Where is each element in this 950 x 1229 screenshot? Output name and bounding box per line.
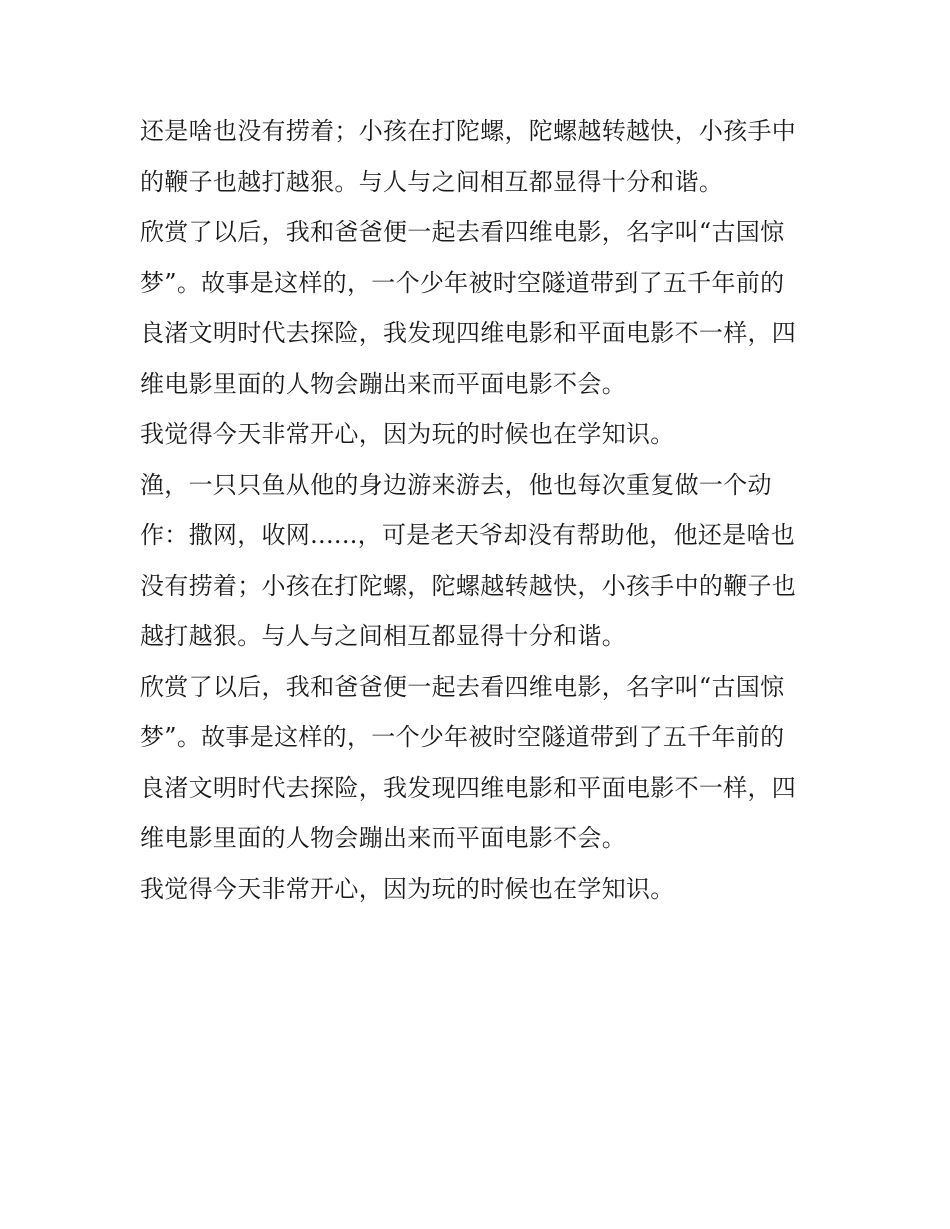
text-line: 维电影里面的人物会蹦出来而平面电影不会。 [140, 369, 626, 398]
text-line: 良渚文明时代去探险，我发现四维电影和平面电影不一样，四 [140, 319, 797, 347]
text-line: 梦”。故事是这样的，一个少年被时空隧道带到了五千年前的 [140, 723, 785, 751]
text-line: 梦”。故事是这样的，一个少年被时空隧道带到了五千年前的 [140, 268, 785, 297]
text-line: 越打越狠。与人与之间相互都显得十分和谐。 [140, 622, 626, 650]
text-line: 渔，一只只鱼从他的身边游来游去，他也每次重复做一个动 [140, 470, 772, 499]
text-line: 维电影里面的人物会蹦出来而平面电影不会。 [140, 824, 626, 852]
text-line: 良渚文明时代去探险，我发现四维电影和平面电影不一样，四 [140, 773, 797, 802]
text-line: 欣赏了以后，我和爸爸便一起去看四维电影，名字叫“古国惊 [140, 218, 785, 246]
text-line: 没有捞着；小孩在打陀螺，陀螺越转越快，小孩手中的鞭子也 [140, 571, 797, 600]
text-line: 还是啥也没有捞着；小孩在打陀螺，陀螺越转越快，小孩手中 [140, 117, 797, 145]
text-line: 作：撒网，收网......，可是老天爷却没有帮助他，他还是啥也 [140, 521, 796, 549]
text-line: 欣赏了以后，我和爸爸便一起去看四维电影，名字叫“古国惊 [140, 672, 785, 701]
body-text [140, 106, 820, 914]
text-line: 我觉得今天非常开心，因为玩的时候也在学知识。 [140, 420, 675, 448]
text-line: 我觉得今天非常开心，因为玩的时候也在学知识。 [140, 874, 675, 903]
text-line: 的鞭子也越打越狠。与人与之间相互都显得十分和谐。 [140, 167, 724, 196]
